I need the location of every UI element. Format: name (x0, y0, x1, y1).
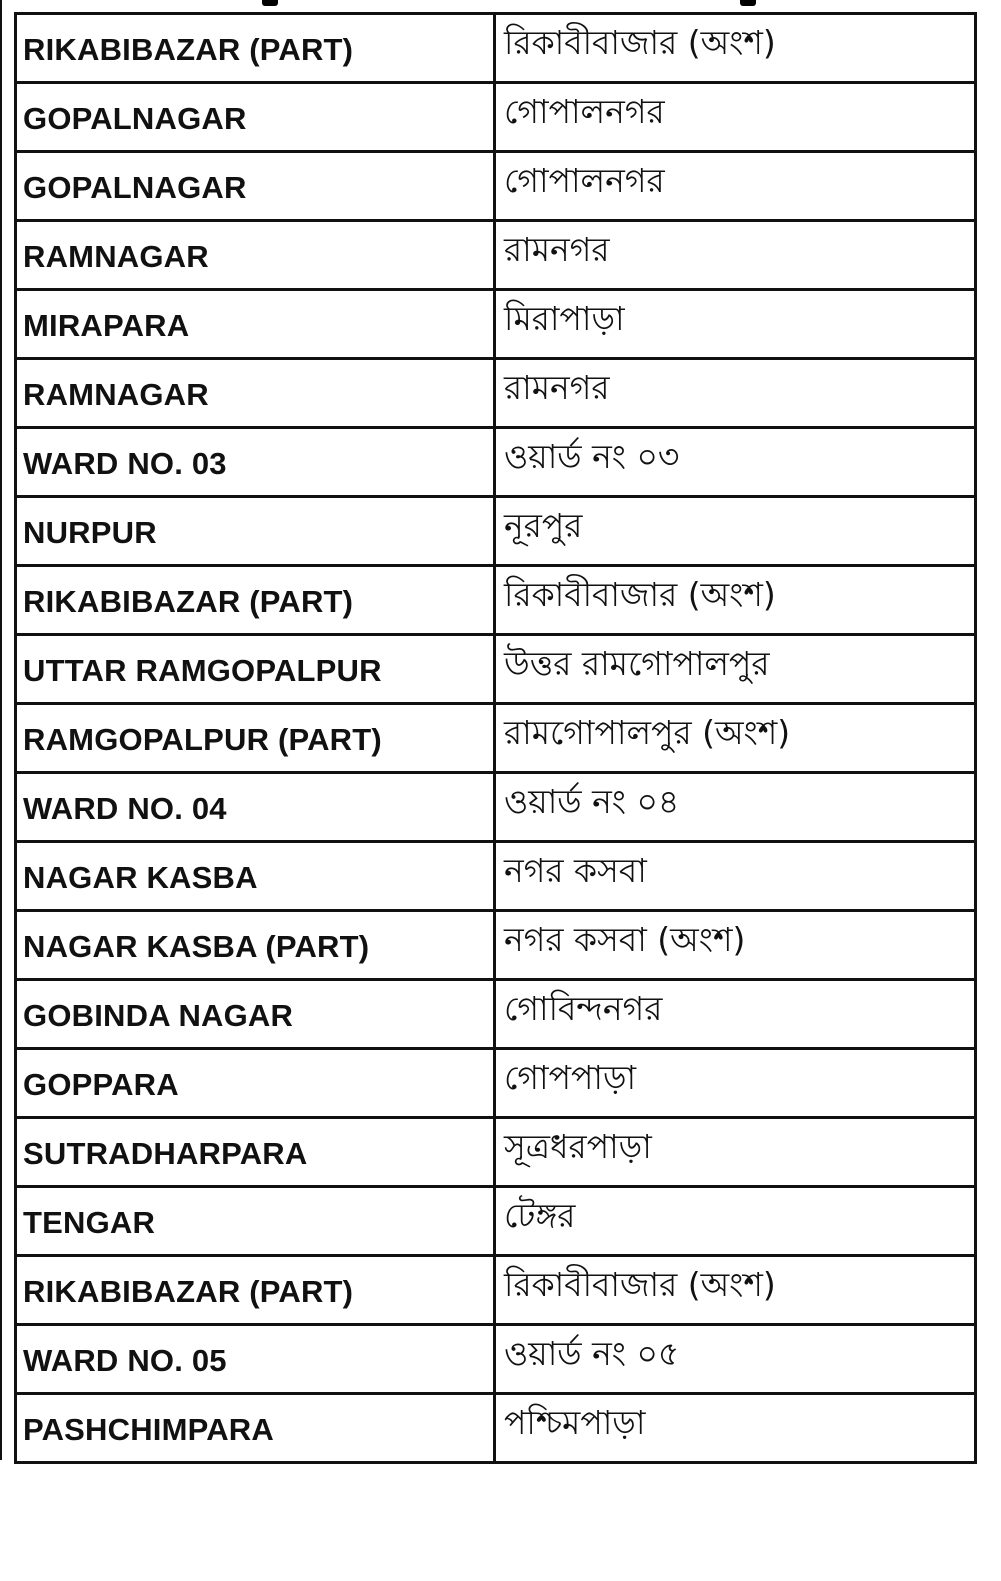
bengali-name-cell: টেঙ্গর (504, 1196, 576, 1235)
english-name-cell: GOPALNAGAR (17, 153, 496, 219)
english-name-cell: RAMGOPALPUR (PART) (17, 705, 496, 771)
english-name-cell: SUTRADHARPARA (17, 1119, 496, 1185)
table-row (17, 84, 974, 153)
table-row (17, 153, 974, 222)
table-row (17, 222, 974, 291)
table-row (17, 774, 974, 843)
bengali-name-cell: রামনগর (504, 368, 610, 407)
bengali-name-cell: উত্তর রামগোপালপুর (504, 644, 770, 683)
english-name-cell: UTTAR RAMGOPALPUR (17, 636, 496, 702)
table-row (17, 1119, 974, 1188)
bengali-name-cell: সূত্রধরপাড়া (504, 1127, 652, 1166)
table-row (17, 843, 974, 912)
bengali-name-cell: মিরাপাড়া (504, 299, 625, 338)
table-row (17, 981, 974, 1050)
table-row (17, 567, 974, 636)
english-name-cell: GOPPARA (17, 1050, 496, 1116)
table-row (17, 429, 974, 498)
left-column-border (0, 0, 2, 1460)
table-row (17, 360, 974, 429)
bengali-name-cell: গোপালনগর (504, 92, 665, 131)
bengali-name-cell: ওয়ার্ড নং ০৩ (504, 437, 680, 476)
bengali-name-cell: রামগোপালপুর (অংশ) (504, 713, 791, 752)
bengali-name-cell: রামনগর (504, 230, 610, 269)
table-row (17, 498, 974, 567)
table-row (17, 705, 974, 774)
table-row (17, 291, 974, 360)
english-name-cell: GOBINDA NAGAR (17, 981, 496, 1047)
english-name-cell: RAMNAGAR (17, 222, 496, 288)
english-name-cell: RAMNAGAR (17, 360, 496, 426)
english-name-cell: NAGAR KASBA (PART) (17, 912, 496, 978)
english-name-cell: WARD NO. 03 (17, 429, 496, 495)
table-row (17, 912, 974, 981)
cropped-header-mark (262, 0, 278, 6)
bengali-name-cell: ওয়ার্ড নং ০৫ (504, 1334, 680, 1373)
bengali-name-cell: নগর কসবা (অংশ) (504, 920, 746, 959)
table-row (17, 1326, 974, 1395)
table-row (17, 1395, 974, 1464)
bengali-name-cell: রিকাবীবাজার (অংশ) (504, 575, 776, 614)
english-name-cell: RIKABIBAZAR (PART) (17, 15, 496, 81)
table-row (17, 15, 974, 84)
english-name-cell: MIRAPARA (17, 291, 496, 357)
table-row (17, 1050, 974, 1119)
english-name-cell: NURPUR (17, 498, 496, 564)
cropped-header-mark (740, 0, 756, 6)
bengali-name-cell: রিকাবীবাজার (অংশ) (504, 1265, 776, 1304)
bengali-name-cell: গোপপাড়া (504, 1058, 637, 1097)
bengali-name-cell: পশ্চিমপাড়া (504, 1403, 646, 1442)
english-name-cell: PASHCHIMPARA (17, 1395, 496, 1461)
bengali-name-cell: নূরপুর (504, 506, 583, 545)
english-name-cell: NAGAR KASBA (17, 843, 496, 909)
bengali-name-cell: গোপালনগর (504, 161, 665, 200)
bengali-name-cell: গোবিন্দনগর (504, 989, 663, 1028)
english-name-cell: WARD NO. 05 (17, 1326, 496, 1392)
place-name-table (14, 12, 977, 1464)
english-name-cell: WARD NO. 04 (17, 774, 496, 840)
table-row (17, 636, 974, 705)
bengali-name-cell: রিকাবীবাজার (অংশ) (504, 23, 776, 62)
bengali-name-cell: ওয়ার্ড নং ০৪ (504, 782, 680, 821)
english-name-cell: RIKABIBAZAR (PART) (17, 1257, 496, 1323)
english-name-cell: GOPALNAGAR (17, 84, 496, 150)
english-name-cell: TENGAR (17, 1188, 496, 1254)
english-name-cell: RIKABIBAZAR (PART) (17, 567, 496, 633)
bengali-name-cell: নগর কসবা (504, 851, 647, 890)
table-row (17, 1188, 974, 1257)
table-row (17, 1257, 974, 1326)
